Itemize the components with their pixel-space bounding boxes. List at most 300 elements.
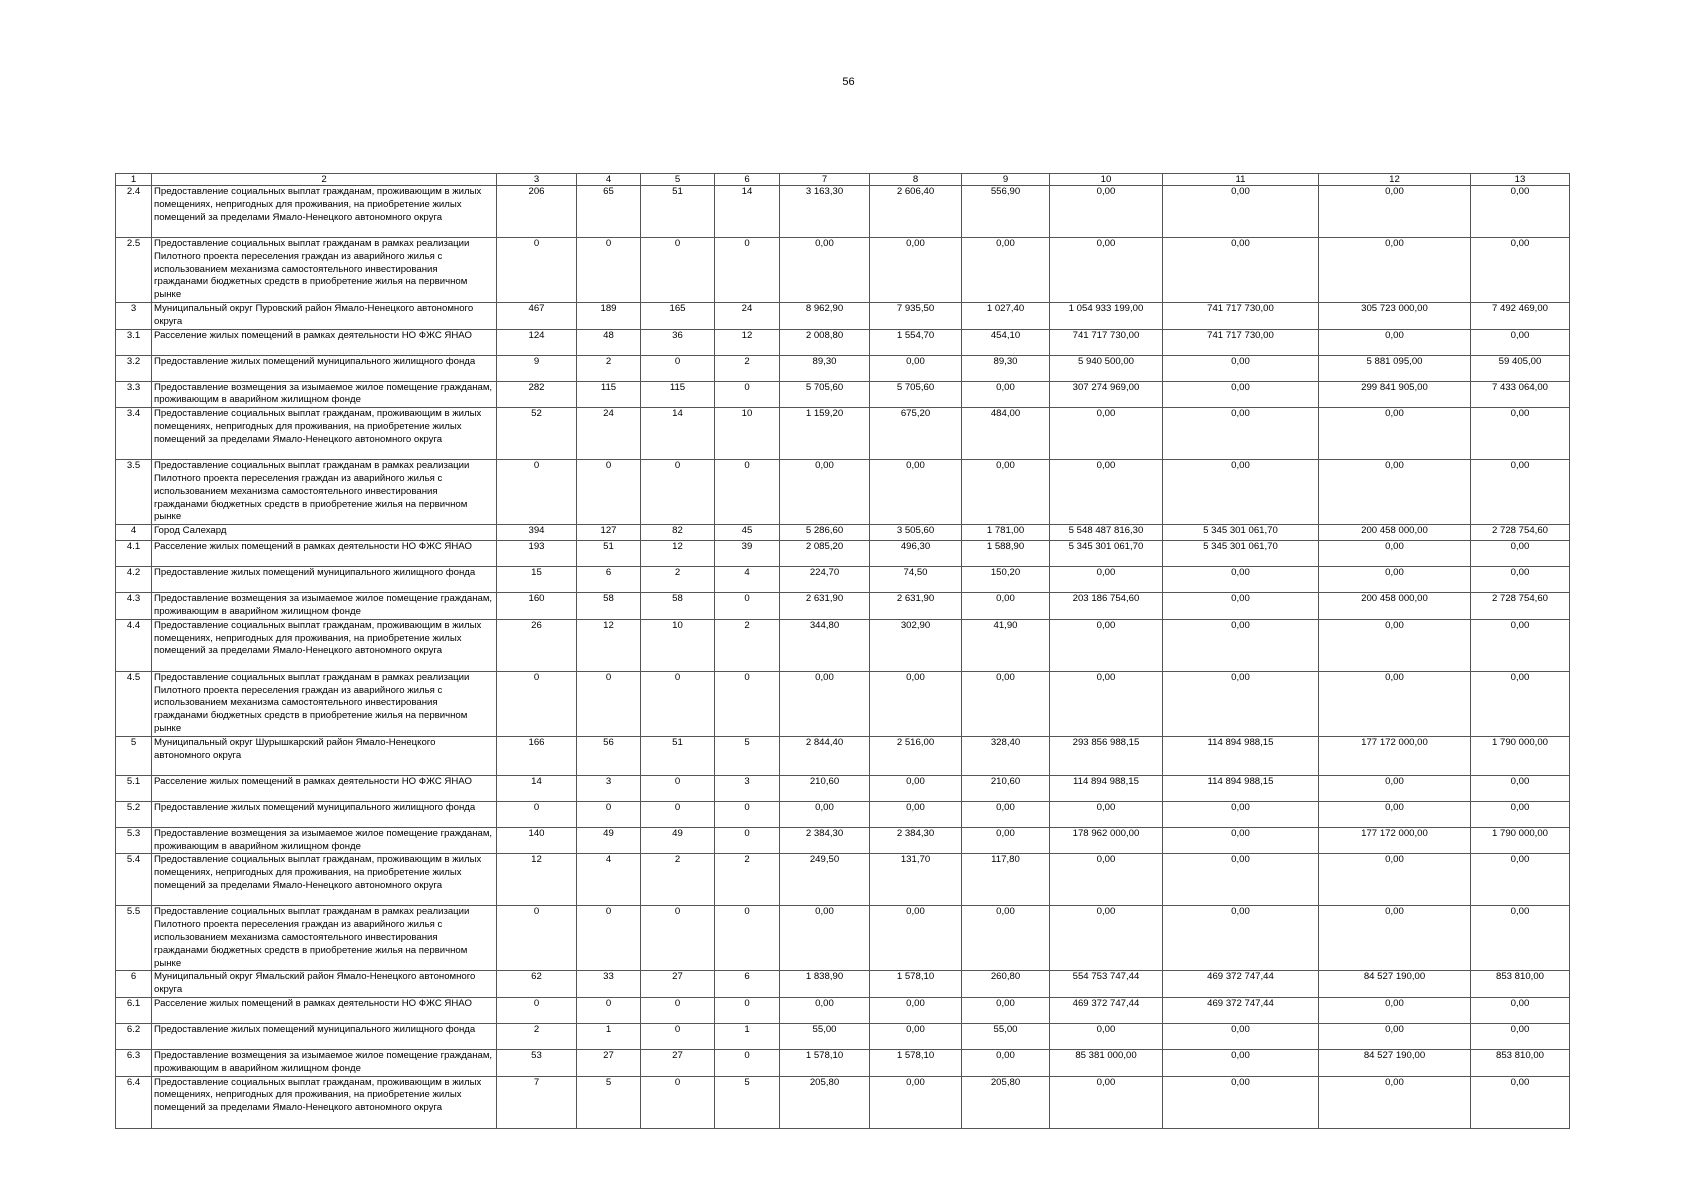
cell-col-12: 0,00 <box>1319 460 1471 525</box>
table-row <box>116 775 1570 801</box>
cell-col-13: 2 728 754,60 <box>1471 593 1570 620</box>
cell-col-3: 282 <box>497 381 577 408</box>
cell-col-8: 74,50 <box>870 567 962 593</box>
cell-col-3: 7 <box>497 1076 577 1128</box>
cell-col-6: 3 <box>715 775 780 801</box>
cell-col-11: 0,00 <box>1163 1076 1319 1128</box>
cell-col-10: 0,00 <box>1050 619 1163 671</box>
row-description: Предоставление жилых помещений муниципального жилищного фонда <box>152 1023 497 1049</box>
cell-col-7: 55,00 <box>780 1023 870 1049</box>
cell-col-7: 0,00 <box>780 460 870 525</box>
cell-col-5: 27 <box>641 1049 715 1076</box>
cell-col-4: 0 <box>577 906 641 971</box>
row-number: 2.5 <box>116 238 152 303</box>
cell-col-12: 5 881 095,00 <box>1319 355 1471 381</box>
cell-col-7: 2 631,90 <box>780 593 870 620</box>
cell-col-13: 59 405,00 <box>1471 355 1570 381</box>
cell-col-11: 114 894 988,15 <box>1163 736 1319 775</box>
cell-col-11: 114 894 988,15 <box>1163 775 1319 801</box>
cell-col-13: 0,00 <box>1471 460 1570 525</box>
cell-col-10: 0,00 <box>1050 238 1163 303</box>
column-header: 13 <box>1471 174 1570 186</box>
table-row <box>116 329 1570 355</box>
cell-col-6: 0 <box>715 997 780 1023</box>
table-row <box>116 854 1570 906</box>
row-description: Расселение жилых помещений в рамках деятельности НО ФЖС ЯНАО <box>152 775 497 801</box>
cell-col-8: 1 554,70 <box>870 329 962 355</box>
cell-col-9: 0,00 <box>962 827 1050 854</box>
row-description: Предоставление возмещения за изымаемое жилое помещение гражданам, проживающим в аварийном жилищном фонде <box>152 381 497 408</box>
cell-col-11: 469 372 747,44 <box>1163 997 1319 1023</box>
cell-col-8: 0,00 <box>870 671 962 736</box>
row-number: 4.2 <box>116 567 152 593</box>
cell-col-11: 5 345 301 061,70 <box>1163 541 1319 567</box>
row-number: 6.2 <box>116 1023 152 1049</box>
cell-col-11: 0,00 <box>1163 854 1319 906</box>
cell-col-13: 0,00 <box>1471 238 1570 303</box>
table-row <box>116 381 1570 408</box>
cell-col-5: 49 <box>641 827 715 854</box>
cell-col-3: 9 <box>497 355 577 381</box>
cell-col-3: 53 <box>497 1049 577 1076</box>
cell-col-7: 89,30 <box>780 355 870 381</box>
cell-col-13: 0,00 <box>1471 906 1570 971</box>
cell-col-10: 0,00 <box>1050 671 1163 736</box>
column-header: 1 <box>116 174 152 186</box>
table-row <box>116 671 1570 736</box>
cell-col-12: 0,00 <box>1319 186 1471 238</box>
cell-col-11: 741 717 730,00 <box>1163 303 1319 330</box>
table-row <box>116 525 1570 541</box>
cell-col-7: 8 962,90 <box>780 303 870 330</box>
cell-col-4: 0 <box>577 997 641 1023</box>
cell-col-13: 0,00 <box>1471 619 1570 671</box>
cell-col-5: 10 <box>641 619 715 671</box>
row-description: Предоставление возмещения за изымаемое жилое помещение гражданам, проживающим в аварийном жилищном фонде <box>152 1049 497 1076</box>
cell-col-13: 1 790 000,00 <box>1471 827 1570 854</box>
cell-col-3: 12 <box>497 854 577 906</box>
cell-col-4: 12 <box>577 619 641 671</box>
row-description: Предоставление социальных выплат гражданам, проживающим в жилых помещениях, непригодных для проживания, на приобретение жилых помещений за пределами Ямало-Ненецкого автономного округа <box>152 186 497 238</box>
cell-col-4: 33 <box>577 971 641 998</box>
cell-col-6: 5 <box>715 1076 780 1128</box>
cell-col-8: 0,00 <box>870 801 962 827</box>
cell-col-5: 58 <box>641 593 715 620</box>
cell-col-7: 2 384,30 <box>780 827 870 854</box>
row-description: Муниципальный округ Ямальский район Ямало-Ненецкого автономного округа <box>152 971 497 998</box>
cell-col-8: 2 631,90 <box>870 593 962 620</box>
cell-col-5: 0 <box>641 1023 715 1049</box>
cell-col-4: 6 <box>577 567 641 593</box>
cell-col-8: 496,30 <box>870 541 962 567</box>
cell-col-9: 1 027,40 <box>962 303 1050 330</box>
cell-col-9: 89,30 <box>962 355 1050 381</box>
cell-col-8: 675,20 <box>870 408 962 460</box>
cell-col-8: 0,00 <box>870 355 962 381</box>
cell-col-6: 2 <box>715 619 780 671</box>
column-header: 9 <box>962 174 1050 186</box>
cell-col-13: 2 728 754,60 <box>1471 525 1570 541</box>
cell-col-4: 2 <box>577 355 641 381</box>
cell-col-4: 48 <box>577 329 641 355</box>
cell-col-9: 454,10 <box>962 329 1050 355</box>
cell-col-5: 115 <box>641 381 715 408</box>
row-number: 5.2 <box>116 801 152 827</box>
cell-col-8: 0,00 <box>870 238 962 303</box>
cell-col-11: 0,00 <box>1163 906 1319 971</box>
cell-col-6: 0 <box>715 238 780 303</box>
cell-col-9: 484,00 <box>962 408 1050 460</box>
column-header: 8 <box>870 174 962 186</box>
cell-col-10: 114 894 988,15 <box>1050 775 1163 801</box>
cell-col-3: 193 <box>497 541 577 567</box>
cell-col-9: 0,00 <box>962 593 1050 620</box>
table-row <box>116 355 1570 381</box>
cell-col-10: 178 962 000,00 <box>1050 827 1163 854</box>
cell-col-11: 0,00 <box>1163 567 1319 593</box>
row-number: 3.4 <box>116 408 152 460</box>
cell-col-5: 165 <box>641 303 715 330</box>
cell-col-9: 210,60 <box>962 775 1050 801</box>
cell-col-13: 853 810,00 <box>1471 971 1570 998</box>
cell-col-7: 5 286,60 <box>780 525 870 541</box>
column-header: 11 <box>1163 174 1319 186</box>
cell-col-9: 556,90 <box>962 186 1050 238</box>
cell-col-5: 0 <box>641 238 715 303</box>
cell-col-7: 0,00 <box>780 906 870 971</box>
row-number: 3.5 <box>116 460 152 525</box>
cell-col-11: 5 345 301 061,70 <box>1163 525 1319 541</box>
cell-col-10: 5 548 487 816,30 <box>1050 525 1163 541</box>
cell-col-6: 5 <box>715 736 780 775</box>
cell-col-5: 0 <box>641 906 715 971</box>
table-row <box>116 997 1570 1023</box>
cell-col-4: 189 <box>577 303 641 330</box>
cell-col-4: 0 <box>577 801 641 827</box>
cell-col-4: 65 <box>577 186 641 238</box>
cell-col-7: 3 163,30 <box>780 186 870 238</box>
row-description: Предоставление социальных выплат гражданам, проживающим в жилых помещениях, непригодных для проживания, на приобретение жилых помещений за пределами Ямало-Ненецкого автономного округа <box>152 408 497 460</box>
cell-col-10: 741 717 730,00 <box>1050 329 1163 355</box>
table-row <box>116 186 1570 238</box>
cell-col-8: 0,00 <box>870 1076 962 1128</box>
cell-col-10: 0,00 <box>1050 567 1163 593</box>
cell-col-5: 0 <box>641 997 715 1023</box>
row-description: Расселение жилых помещений в рамках деятельности НО ФЖС ЯНАО <box>152 541 497 567</box>
cell-col-3: 0 <box>497 801 577 827</box>
table-row <box>116 736 1570 775</box>
row-number: 3 <box>116 303 152 330</box>
table-row <box>116 827 1570 854</box>
row-description: Город Салехард <box>152 525 497 541</box>
column-header: 10 <box>1050 174 1163 186</box>
row-description: Предоставление социальных выплат гражданам в рамках реализации Пилотного проекта переселения граждан из аварийного жилья с использованием механизма самостоятельного инвестирования гражданами бюджетных средств в приобретение жилья на первичном рынке <box>152 671 497 736</box>
table-row <box>116 593 1570 620</box>
cell-col-5: 36 <box>641 329 715 355</box>
cell-col-12: 0,00 <box>1319 997 1471 1023</box>
row-description: Расселение жилых помещений в рамках деятельности НО ФЖС ЯНАО <box>152 997 497 1023</box>
cell-col-11: 0,00 <box>1163 381 1319 408</box>
cell-col-5: 51 <box>641 736 715 775</box>
cell-col-12: 200 458 000,00 <box>1319 593 1471 620</box>
table-row <box>116 971 1570 998</box>
cell-col-12: 0,00 <box>1319 1076 1471 1128</box>
cell-col-8: 302,90 <box>870 619 962 671</box>
cell-col-6: 45 <box>715 525 780 541</box>
cell-col-9: 1 781,00 <box>962 525 1050 541</box>
cell-col-13: 0,00 <box>1471 541 1570 567</box>
cell-col-6: 4 <box>715 567 780 593</box>
table-row <box>116 541 1570 567</box>
cell-col-8: 0,00 <box>870 1023 962 1049</box>
cell-col-12: 177 172 000,00 <box>1319 736 1471 775</box>
table-row <box>116 408 1570 460</box>
cell-col-3: 62 <box>497 971 577 998</box>
cell-col-4: 4 <box>577 854 641 906</box>
page-number: 56 <box>842 76 855 88</box>
cell-col-12: 200 458 000,00 <box>1319 525 1471 541</box>
cell-col-4: 27 <box>577 1049 641 1076</box>
cell-col-6: 0 <box>715 827 780 854</box>
cell-col-6: 0 <box>715 460 780 525</box>
cell-col-9: 0,00 <box>962 906 1050 971</box>
cell-col-12: 0,00 <box>1319 854 1471 906</box>
row-description: Предоставление социальных выплат гражданам, проживающим в жилых помещениях, непригодных для проживания, на приобретение жилых помещений за пределами Ямало-Ненецкого автономного округа <box>152 1076 497 1128</box>
cell-col-10: 0,00 <box>1050 460 1163 525</box>
cell-col-4: 0 <box>577 460 641 525</box>
cell-col-12: 0,00 <box>1319 1023 1471 1049</box>
cell-col-4: 49 <box>577 827 641 854</box>
cell-col-12: 0,00 <box>1319 238 1471 303</box>
cell-col-7: 0,00 <box>780 671 870 736</box>
cell-col-4: 56 <box>577 736 641 775</box>
cell-col-12: 0,00 <box>1319 775 1471 801</box>
cell-col-13: 0,00 <box>1471 1023 1570 1049</box>
cell-col-3: 140 <box>497 827 577 854</box>
row-description: Предоставление социальных выплат гражданам в рамках реализации Пилотного проекта переселения граждан из аварийного жилья с использованием механизма самостоятельного инвестирования гражданами бюджетных средств в приобретение жилья на первичном рынке <box>152 238 497 303</box>
cell-col-8: 1 578,10 <box>870 971 962 998</box>
cell-col-6: 10 <box>715 408 780 460</box>
row-number: 4.3 <box>116 593 152 620</box>
cell-col-9: 0,00 <box>962 671 1050 736</box>
cell-col-9: 0,00 <box>962 1049 1050 1076</box>
row-description: Предоставление жилых помещений муниципального жилищного фонда <box>152 355 497 381</box>
row-number: 3.1 <box>116 329 152 355</box>
cell-col-8: 5 705,60 <box>870 381 962 408</box>
table-row <box>116 906 1570 971</box>
cell-col-5: 2 <box>641 567 715 593</box>
cell-col-7: 1 838,90 <box>780 971 870 998</box>
cell-col-10: 307 274 969,00 <box>1050 381 1163 408</box>
cell-col-4: 5 <box>577 1076 641 1128</box>
column-header: 12 <box>1319 174 1471 186</box>
row-number: 4.5 <box>116 671 152 736</box>
cell-col-12: 299 841 905,00 <box>1319 381 1471 408</box>
table-row <box>116 619 1570 671</box>
row-number: 5.5 <box>116 906 152 971</box>
cell-col-4: 127 <box>577 525 641 541</box>
cell-col-3: 160 <box>497 593 577 620</box>
cell-col-4: 0 <box>577 238 641 303</box>
cell-col-10: 1 054 933 199,00 <box>1050 303 1163 330</box>
cell-col-5: 51 <box>641 186 715 238</box>
cell-col-10: 293 856 988,15 <box>1050 736 1163 775</box>
cell-col-12: 84 527 190,00 <box>1319 971 1471 998</box>
cell-col-6: 0 <box>715 671 780 736</box>
cell-col-13: 0,00 <box>1471 186 1570 238</box>
cell-col-6: 12 <box>715 329 780 355</box>
cell-col-10: 0,00 <box>1050 408 1163 460</box>
cell-col-10: 0,00 <box>1050 186 1163 238</box>
cell-col-9: 55,00 <box>962 1023 1050 1049</box>
table-body <box>116 174 1570 1129</box>
cell-col-4: 0 <box>577 671 641 736</box>
cell-col-8: 2 384,30 <box>870 827 962 854</box>
cell-col-8: 3 505,60 <box>870 525 962 541</box>
cell-col-12: 0,00 <box>1319 671 1471 736</box>
row-number: 6.1 <box>116 997 152 1023</box>
cell-col-12: 0,00 <box>1319 567 1471 593</box>
cell-col-10: 5 940 500,00 <box>1050 355 1163 381</box>
cell-col-7: 0,00 <box>780 238 870 303</box>
row-description: Предоставление социальных выплат гражданам в рамках реализации Пилотного проекта переселения граждан из аварийного жилья с использованием механизма самостоятельного инвестирования гражданами бюджетных средств в приобретение жилья на первичном рынке <box>152 906 497 971</box>
cell-col-3: 206 <box>497 186 577 238</box>
cell-col-6: 2 <box>715 854 780 906</box>
cell-col-4: 24 <box>577 408 641 460</box>
cell-col-11: 0,00 <box>1163 671 1319 736</box>
row-description: Муниципальный округ Пуровский район Ямало-Ненецкого автономного округа <box>152 303 497 330</box>
cell-col-3: 0 <box>497 460 577 525</box>
cell-col-13: 0,00 <box>1471 329 1570 355</box>
cell-col-11: 0,00 <box>1163 355 1319 381</box>
column-header: 6 <box>715 174 780 186</box>
column-header: 4 <box>577 174 641 186</box>
cell-col-12: 0,00 <box>1319 619 1471 671</box>
cell-col-11: 0,00 <box>1163 460 1319 525</box>
cell-col-13: 0,00 <box>1471 775 1570 801</box>
cell-col-10: 0,00 <box>1050 854 1163 906</box>
cell-col-10: 203 186 754,60 <box>1050 593 1163 620</box>
column-header: 5 <box>641 174 715 186</box>
row-description: Предоставление социальных выплат гражданам, проживающим в жилых помещениях, непригодных для проживания, на приобретение жилых помещений за пределами Ямало-Ненецкого автономного округа <box>152 854 497 906</box>
row-number: 3.2 <box>116 355 152 381</box>
cell-col-9: 0,00 <box>962 238 1050 303</box>
row-description: Предоставление социальных выплат гражданам в рамках реализации Пилотного проекта переселения граждан из аварийного жилья с использованием механизма самостоятельного инвестирования гражданами бюджетных средств в приобретение жилья на первичном рынке <box>152 460 497 525</box>
row-number: 6 <box>116 971 152 998</box>
cell-col-10: 469 372 747,44 <box>1050 997 1163 1023</box>
cell-col-6: 0 <box>715 906 780 971</box>
cell-col-5: 12 <box>641 541 715 567</box>
cell-col-12: 0,00 <box>1319 408 1471 460</box>
cell-col-11: 0,00 <box>1163 1049 1319 1076</box>
cell-col-12: 0,00 <box>1319 541 1471 567</box>
cell-col-9: 0,00 <box>962 801 1050 827</box>
column-header: 3 <box>497 174 577 186</box>
cell-col-3: 0 <box>497 906 577 971</box>
cell-col-12: 305 723 000,00 <box>1319 303 1471 330</box>
table-row <box>116 303 1570 330</box>
cell-col-7: 1 578,10 <box>780 1049 870 1076</box>
cell-col-11: 469 372 747,44 <box>1163 971 1319 998</box>
table-row <box>116 1049 1570 1076</box>
cell-col-4: 1 <box>577 1023 641 1049</box>
cell-col-4: 3 <box>577 775 641 801</box>
cell-col-3: 15 <box>497 567 577 593</box>
cell-col-12: 0,00 <box>1319 801 1471 827</box>
cell-col-7: 205,80 <box>780 1076 870 1128</box>
cell-col-13: 0,00 <box>1471 567 1570 593</box>
cell-col-7: 224,70 <box>780 567 870 593</box>
table-row <box>116 460 1570 525</box>
column-number-row <box>116 174 1570 186</box>
row-number: 6.4 <box>116 1076 152 1128</box>
cell-col-13: 7 492 469,00 <box>1471 303 1570 330</box>
cell-col-11: 0,00 <box>1163 593 1319 620</box>
cell-col-5: 0 <box>641 801 715 827</box>
cell-col-6: 6 <box>715 971 780 998</box>
cell-col-3: 394 <box>497 525 577 541</box>
cell-col-10: 554 753 747,44 <box>1050 971 1163 998</box>
cell-col-9: 0,00 <box>962 460 1050 525</box>
cell-col-5: 0 <box>641 355 715 381</box>
cell-col-11: 0,00 <box>1163 238 1319 303</box>
column-header: 7 <box>780 174 870 186</box>
cell-col-11: 0,00 <box>1163 1023 1319 1049</box>
cell-col-3: 124 <box>497 329 577 355</box>
cell-col-5: 14 <box>641 408 715 460</box>
cell-col-6: 0 <box>715 593 780 620</box>
row-description: Предоставление жилых помещений муниципального жилищного фонда <box>152 801 497 827</box>
cell-col-9: 41,90 <box>962 619 1050 671</box>
cell-col-12: 84 527 190,00 <box>1319 1049 1471 1076</box>
cell-col-3: 0 <box>497 671 577 736</box>
row-number: 4.1 <box>116 541 152 567</box>
cell-col-5: 0 <box>641 775 715 801</box>
cell-col-9: 0,00 <box>962 381 1050 408</box>
row-number: 6.3 <box>116 1049 152 1076</box>
cell-col-6: 24 <box>715 303 780 330</box>
row-description: Предоставление социальных выплат гражданам, проживающим в жилых помещениях, непригодных для проживания, на приобретение жилых помещений за пределами Ямало-Ненецкого автономного округа <box>152 619 497 671</box>
cell-col-9: 117,80 <box>962 854 1050 906</box>
cell-col-4: 58 <box>577 593 641 620</box>
data-table <box>115 173 1570 1129</box>
row-number: 5.4 <box>116 854 152 906</box>
cell-col-6: 0 <box>715 381 780 408</box>
cell-col-7: 344,80 <box>780 619 870 671</box>
row-number: 4.4 <box>116 619 152 671</box>
cell-col-8: 2 606,40 <box>870 186 962 238</box>
cell-col-11: 0,00 <box>1163 186 1319 238</box>
cell-col-5: 0 <box>641 671 715 736</box>
table-row <box>116 1076 1570 1128</box>
cell-col-10: 85 381 000,00 <box>1050 1049 1163 1076</box>
table-row <box>116 801 1570 827</box>
cell-col-3: 26 <box>497 619 577 671</box>
table-row <box>116 1023 1570 1049</box>
row-description: Предоставление возмещения за изымаемое жилое помещение гражданам, проживающим в аварийном жилищном фонде <box>152 593 497 620</box>
cell-col-11: 741 717 730,00 <box>1163 329 1319 355</box>
cell-col-13: 1 790 000,00 <box>1471 736 1570 775</box>
cell-col-7: 5 705,60 <box>780 381 870 408</box>
cell-col-7: 0,00 <box>780 801 870 827</box>
cell-col-3: 166 <box>497 736 577 775</box>
cell-col-3: 467 <box>497 303 577 330</box>
cell-col-5: 82 <box>641 525 715 541</box>
cell-col-7: 2 844,40 <box>780 736 870 775</box>
row-number: 3.3 <box>116 381 152 408</box>
cell-col-6: 0 <box>715 1049 780 1076</box>
cell-col-13: 0,00 <box>1471 408 1570 460</box>
